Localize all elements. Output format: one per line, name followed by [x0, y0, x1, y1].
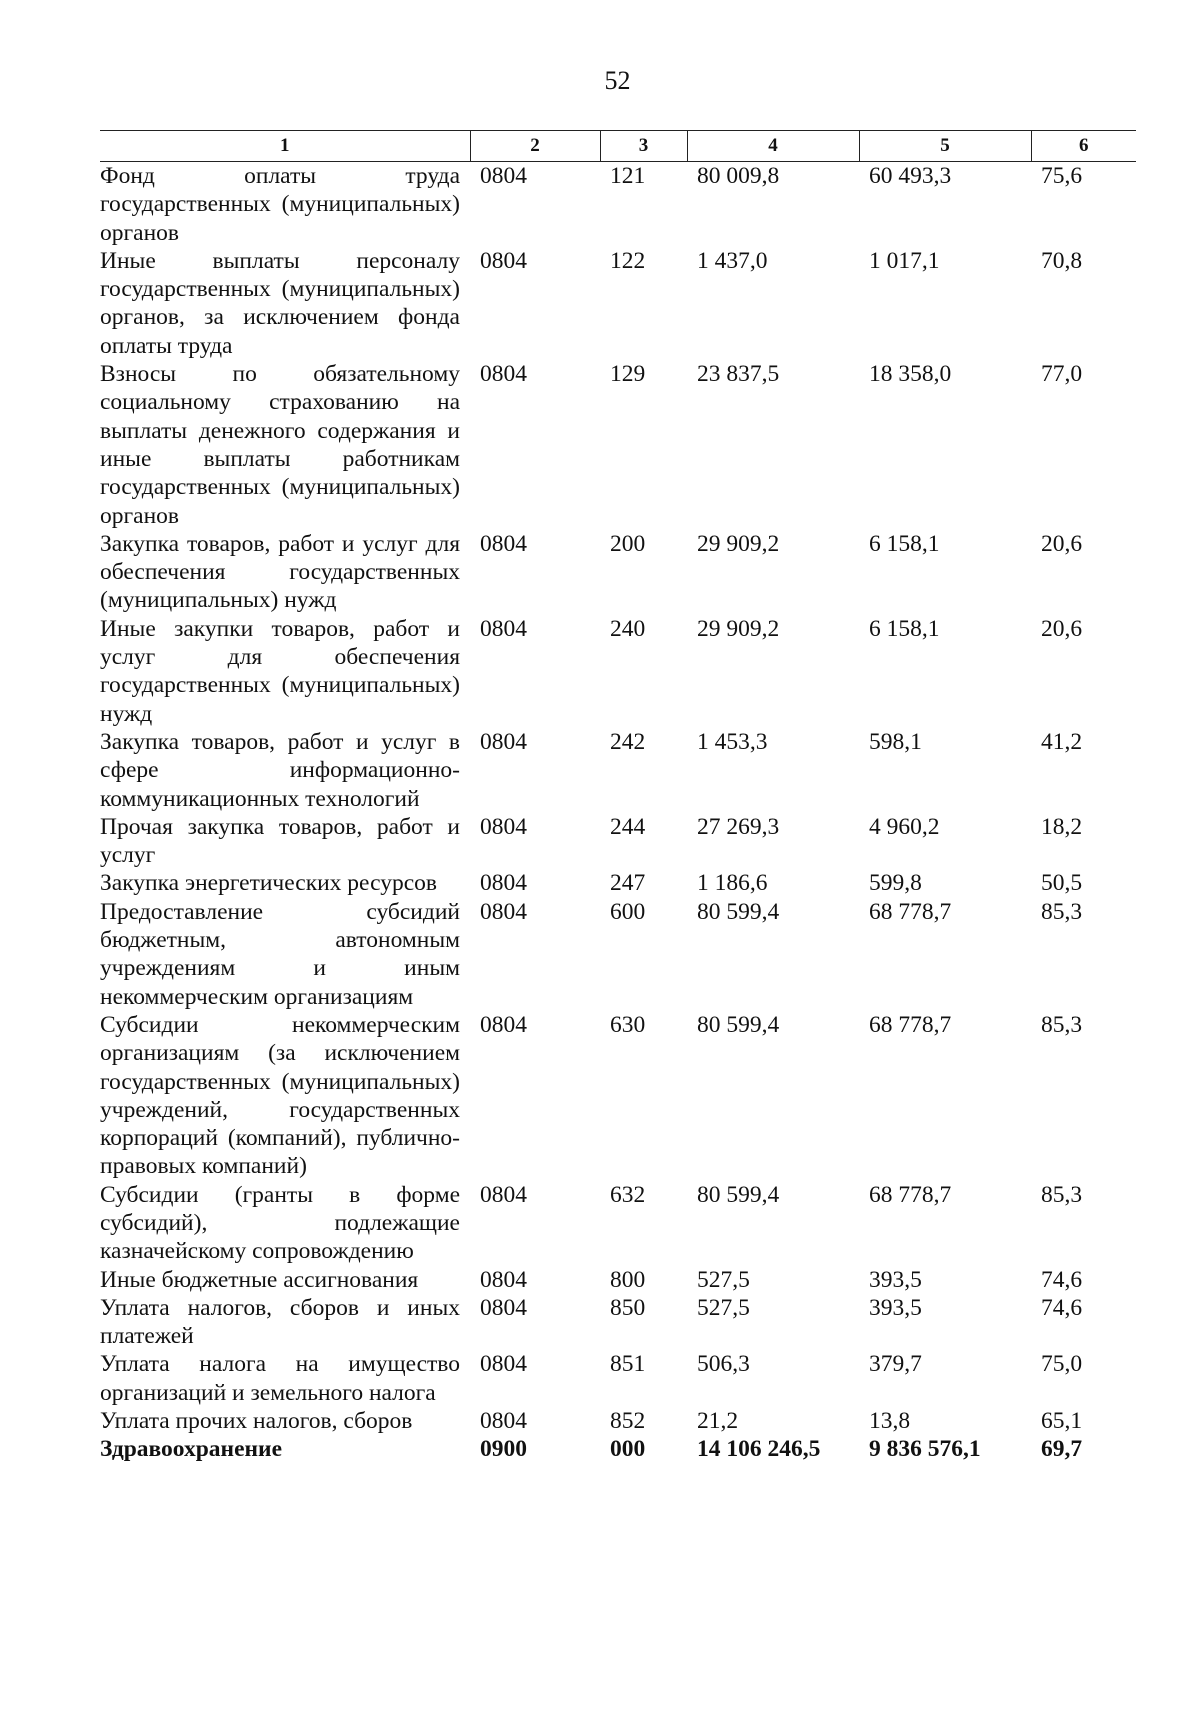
table-row: [100, 1294, 1136, 1351]
section-code-cell: 0804: [480, 1266, 527, 1293]
expense-type-cell: 129: [610, 361, 646, 388]
executed-amount-cell: 18 358,0: [869, 361, 952, 388]
table-row: [100, 869, 1136, 897]
percent-cell: 74,6: [1041, 1294, 1083, 1321]
planned-amount-cell: 80 599,4: [697, 898, 780, 925]
table-row: [100, 1435, 1136, 1463]
percent-cell: 18,2: [1041, 813, 1083, 840]
executed-amount-cell: 6 158,1: [869, 530, 940, 557]
percent-cell: 74,6: [1041, 1266, 1083, 1293]
executed-amount-cell: 60 493,3: [869, 163, 952, 189]
planned-amount-cell: 1 186,6: [697, 870, 768, 897]
expense-type-cell: 000: [610, 1436, 646, 1463]
planned-amount-cell: 1 453,3: [697, 728, 768, 755]
planned-amount-cell: 527,5: [697, 1266, 750, 1293]
planned-amount-cell: 80 599,4: [697, 1181, 780, 1208]
executed-amount-cell: 68 778,7: [869, 898, 952, 925]
table-row: [100, 162, 1136, 247]
expense-type-cell: 600: [610, 898, 646, 925]
planned-amount-cell: 80 599,4: [697, 1011, 780, 1038]
row-name-cell: Уплата прочих налогов, сборов: [100, 1408, 413, 1435]
row-name-cell: Предоставление субсидий бюджетным, автономным учреждениям и иным некоммерческим организациям: [100, 898, 460, 1010]
planned-amount-cell: 14 106 246,5: [697, 1436, 821, 1463]
column-header-1: 1: [100, 131, 470, 162]
percent-cell: 20,6: [1041, 615, 1083, 642]
percent-cell: 77,0: [1041, 361, 1083, 388]
percent-cell: 85,3: [1041, 1011, 1083, 1038]
row-name-cell: Взносы по обязательному социальному страхованию на выплаты денежного содержания и иные выплаты работникам государственных (муниципальных) органов: [100, 361, 460, 529]
section-code-cell: 0804: [480, 615, 527, 642]
table-row: [100, 728, 1136, 813]
table-row: [100, 360, 1136, 530]
table-row: [100, 530, 1136, 615]
row-name-cell: Прочая закупка товаров, работ и услуг: [100, 813, 460, 869]
executed-amount-cell: 4 960,2: [869, 813, 940, 840]
percent-cell: 65,1: [1041, 1408, 1083, 1435]
percent-cell: 75,6: [1041, 163, 1083, 189]
section-code-cell: 0804: [480, 870, 527, 897]
table-row: [100, 1266, 1136, 1294]
planned-amount-cell: 29 909,2: [697, 615, 780, 642]
planned-amount-cell: 1 437,0: [697, 247, 768, 274]
page-number: 52: [604, 66, 631, 95]
planned-amount-cell: 80 009,8: [697, 163, 780, 189]
planned-amount-cell: 29 909,2: [697, 530, 780, 557]
column-header-6: 6: [1031, 131, 1136, 162]
section-code-cell: 0804: [480, 813, 527, 840]
row-name-cell: Закупка товаров, работ и услуг в сфере информационно-коммуникационных технологий: [100, 728, 460, 812]
expense-type-cell: 247: [610, 870, 646, 897]
planned-amount-cell: 23 837,5: [697, 361, 780, 388]
section-code-cell: 0804: [480, 898, 527, 925]
section-code-cell: 0804: [480, 1408, 527, 1435]
expense-type-cell: 630: [610, 1011, 646, 1038]
planned-amount-cell: 27 269,3: [697, 813, 780, 840]
column-header-5: 5: [859, 131, 1031, 162]
executed-amount-cell: 379,7: [869, 1351, 922, 1378]
executed-amount-cell: 1 017,1: [869, 247, 940, 274]
expense-type-cell: 242: [610, 728, 646, 755]
expense-type-cell: 851: [610, 1351, 646, 1378]
column-header-4: 4: [687, 131, 859, 162]
table-row: [100, 813, 1136, 870]
budget-table: [100, 130, 1136, 1464]
expense-type-cell: 200: [610, 530, 646, 557]
row-name-cell: Уплата налогов, сборов и иных платежей: [100, 1294, 460, 1350]
row-name-cell: Уплата налога на имущество организаций и земельного налога: [100, 1351, 460, 1406]
section-code-cell: 0804: [480, 1294, 527, 1321]
expense-type-cell: 800: [610, 1266, 646, 1293]
section-code-cell: 0804: [480, 1351, 527, 1378]
table-row: [100, 247, 1136, 360]
section-code-cell: 0804: [480, 163, 527, 189]
table-row: [100, 898, 1136, 1011]
column-header-3: 3: [600, 131, 687, 162]
section-code-cell: 0900: [480, 1436, 527, 1463]
executed-amount-cell: 393,5: [869, 1266, 922, 1293]
table-row: [100, 615, 1136, 728]
percent-cell: 69,7: [1041, 1436, 1083, 1463]
executed-amount-cell: 68 778,7: [869, 1181, 952, 1208]
row-name-cell: Иные закупки товаров, работ и услуг для обеспечения государственных (муниципальных) нужд: [100, 615, 460, 727]
row-name-cell: Субсидии некоммерческим организациям (за исключением государственных (муниципальных) учреждений, государственных корпораций (компаний), публично-правовых компаний): [100, 1011, 460, 1180]
expense-type-cell: 632: [610, 1181, 646, 1208]
row-name-cell: Закупка энергетических ресурсов: [100, 870, 437, 897]
section-code-cell: 0804: [480, 530, 527, 557]
row-name-cell: Иные выплаты персоналу государственных (муниципальных) органов, за исключением фонда оплаты труда: [100, 247, 460, 359]
expense-type-cell: 122: [610, 247, 646, 274]
percent-cell: 70,8: [1041, 247, 1083, 274]
percent-cell: 75,0: [1041, 1351, 1083, 1378]
expense-type-cell: 240: [610, 615, 646, 642]
planned-amount-cell: 21,2: [697, 1408, 739, 1435]
table-body: [100, 162, 1136, 1464]
planned-amount-cell: 527,5: [697, 1294, 750, 1321]
table-row: [100, 1350, 1136, 1407]
percent-cell: 41,2: [1041, 728, 1083, 755]
executed-amount-cell: 393,5: [869, 1294, 922, 1321]
executed-amount-cell: 9 836 576,1: [869, 1436, 981, 1463]
expense-type-cell: 244: [610, 813, 646, 840]
section-code-cell: 0804: [480, 361, 527, 388]
table-row: [100, 1181, 1136, 1266]
executed-amount-cell: 599,8: [869, 870, 922, 897]
budget-table-wrapper: [100, 130, 1136, 1464]
executed-amount-cell: 598,1: [869, 728, 922, 755]
row-name-cell: Закупка товаров, работ и услуг для обеспечения государственных (муниципальных) нужд: [100, 530, 460, 614]
percent-cell: 20,6: [1041, 530, 1083, 557]
section-code-cell: 0804: [480, 728, 527, 755]
row-name-cell: Субсидии (гранты в форме субсидий), подлежащие казначейскому сопровождению: [100, 1181, 460, 1265]
table-row: [100, 1407, 1136, 1435]
executed-amount-cell: 6 158,1: [869, 615, 940, 642]
planned-amount-cell: 506,3: [697, 1351, 750, 1378]
row-name-cell: Иные бюджетные ассигнования: [100, 1266, 419, 1293]
percent-cell: 85,3: [1041, 898, 1083, 925]
section-code-cell: 0804: [480, 1181, 527, 1208]
percent-cell: 85,3: [1041, 1181, 1083, 1208]
table-header-row: [100, 131, 1136, 162]
percent-cell: 50,5: [1041, 870, 1083, 897]
section-code-cell: 0804: [480, 1011, 527, 1038]
executed-amount-cell: 68 778,7: [869, 1011, 952, 1038]
section-code-cell: 0804: [480, 247, 527, 274]
expense-type-cell: 121: [610, 163, 646, 189]
expense-type-cell: 850: [610, 1294, 646, 1321]
column-header-2: 2: [470, 131, 600, 162]
row-name-cell: Здравоохранение: [100, 1436, 283, 1463]
executed-amount-cell: 13,8: [869, 1408, 911, 1435]
expense-type-cell: 852: [610, 1408, 646, 1435]
table-row: [100, 1011, 1136, 1181]
row-name-cell: Фонд оплаты труда государственных (муниципальных) органов: [100, 163, 460, 246]
